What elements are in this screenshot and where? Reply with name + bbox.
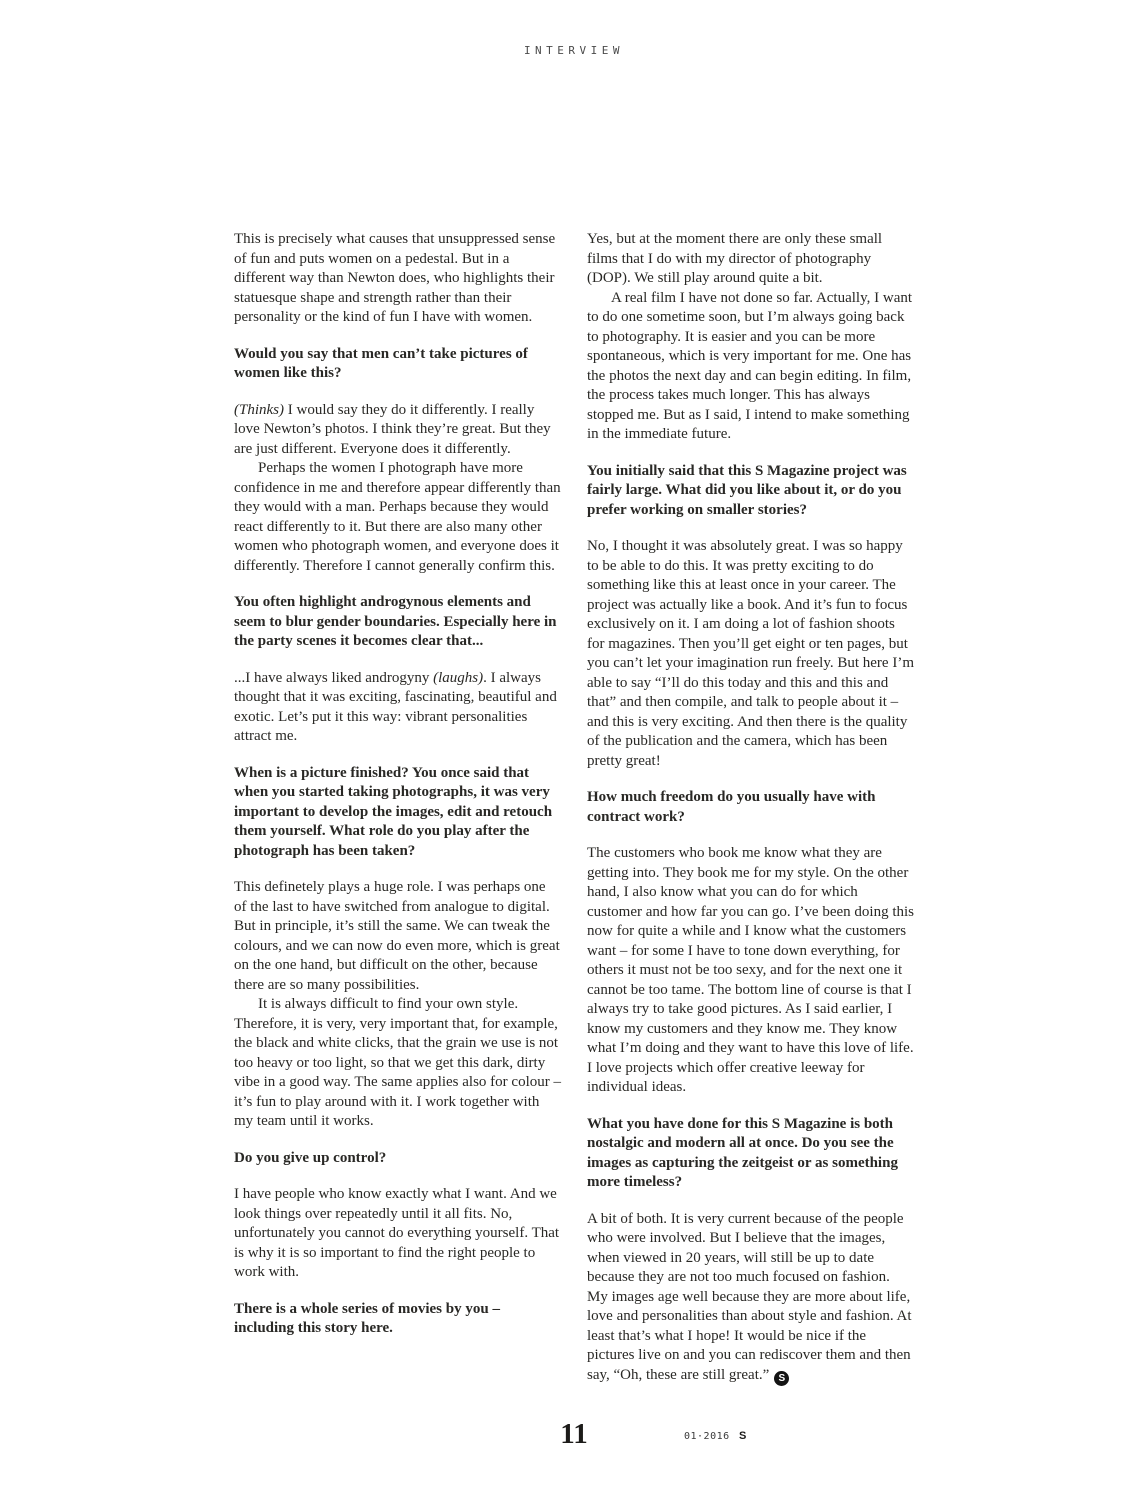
interview-answer — [234, 995, 561, 1132]
interview-question — [234, 764, 561, 862]
paragraph-text: . I always thought that it was exciting, fascinating, beautiful and exotic. Let’s put it this way: vibrant personalities attract me. — [234, 669, 557, 744]
paragraph-text: Do you give up control? — [234, 1149, 387, 1166]
magazine-logo: S — [739, 1430, 747, 1442]
paragraph-text: This definetely plays a huge role. I was perhaps one of the last to have switched from analogue to digital. But in principle, it’s still the same. We can tweak the colours, and we can now do even more, which is great on the one hand, but difficult on the other, because there are so many possibilities. — [234, 879, 560, 993]
interview-answer — [234, 230, 561, 328]
paragraph-text: The customers who book me know what they are getting into. They book me for my style. On the other hand, I also know what you can do for which customer and how far you can go. I’ve been doing this now for quite a while and I know what the customers want – for some I have to tone down everything, for others it must not be too sexy, and for the next one it cannot be too tame. The bottom line of course is that I always try to take good pictures. As I said earlier, I know my customers and they know me. They know what I’m doing and they want to have this love of life. I love projects which offer creative leeway for individual ideas. — [587, 845, 914, 1095]
paragraph-text: No, I thought it was absolutely great. I was so happy to be able to do this. It was pretty exciting to do something like this at least once in your career. The project was actually like a book. And it’s fun to focus exclusively on it. I am doing a lot of fashion shoots for magazines. Then you’ll get eight or ten pages, but you can’t let your imagination run freely. But here I’m able to say “I’ll do this today and this and this and that” and then compile, and talk to people about it – and this is very exciting. And then there is the quality of the publication and the camera, which has been pretty great! — [587, 538, 914, 769]
paragraph-text: I would say they do it differently. I really love Newton’s photos. I think they’re great. But they are just different. Everyone does it differently. — [234, 401, 551, 457]
paragraph-text: I have people who know exactly what I want. And we look things over repeatedly until it all fits. No, unfortunately you cannot do everything yourself. That is why it is so important to find the right people to work with. — [234, 1186, 560, 1280]
interview-question — [234, 345, 561, 384]
paragraph-text: A real film I have not done so far. Actually, I want to do one sometime soon, but I’m always going back to photography. It is easier and you can be more spontaneous, which is very important for me. One has the photos the next day and can begin editing. In film, the process takes much longer. This has always stopped me. But as I said, I intend to make something in the immediate future. — [587, 289, 913, 442]
interview-answer — [587, 844, 914, 1098]
paragraph-text: You initially said that this S Magazine project was fairly large. What did you like about it, or do you prefer working on smaller stories? — [587, 462, 907, 518]
interview-question — [234, 593, 561, 652]
paragraph-text: Yes, but at the moment there are only these small films that I do with my director of photography (DOP). We still play around quite a bit. — [587, 231, 883, 286]
paragraph-text: ...I have always liked androgyny — [234, 669, 434, 686]
interview-answer — [587, 1210, 914, 1386]
section-label: INTERVIEW — [523, 44, 625, 57]
paragraph-text: Perhaps the women I photograph have more confidence in me and therefore appear differently than they would with a man. Perhaps because they would react differently to it. But there are also many other women who photograph women, and everyone does it differently. Therefore I cannot generally confirm this. — [234, 460, 561, 574]
paragraph-text: What you have done for this S Magazine is both nostalgic and modern all at once. Do you see the images as capturing the zeitgeist or as something more timeless? — [587, 1115, 898, 1190]
paragraph-text: It is always difficult to find your own style. Therefore, it is very, very important that, for example, the black and white clicks, that the grain we use is not too heavy or too light, so that we get this dark, dirty vibe in a good way. The same applies also for colour – it’s fun to play around with it. I work together with my team until it works. — [234, 996, 561, 1129]
article-column-right — [587, 230, 914, 1386]
interview-answer — [234, 401, 561, 460]
paragraph-text: Would you say that men can’t take pictures of women like this? — [234, 345, 528, 381]
stage-direction: (Thinks) — [234, 401, 284, 418]
interview-answer — [234, 1185, 561, 1283]
page-number: 11 — [560, 1418, 588, 1450]
article-body — [234, 230, 914, 1386]
issue-date: 01·2016 — [684, 1431, 730, 1442]
paragraph-text: A bit of both. It is very current because of the people who were involved. But I believe that the images, when viewed in 20 years, will still be up to date because they are not too much focused on fashion. My images age well because they are more about life, love and personalities than about style and fashion. At least that’s what I hope! It would be nice if the pictures live on and you can rediscover them and then say, “Oh, these are still great.” — [587, 1210, 912, 1383]
interview-answer — [587, 537, 914, 771]
s-magazine-end-mark-icon: S — [774, 1371, 789, 1386]
interview-question — [234, 1300, 561, 1339]
interview-question — [587, 462, 914, 521]
article-column-left — [234, 230, 561, 1386]
interview-answer — [234, 878, 561, 995]
interview-answer — [587, 289, 914, 445]
interview-question — [587, 788, 914, 827]
paragraph-text: There is a whole series of movies by you – including this story here. — [234, 1300, 500, 1336]
interview-answer — [234, 669, 561, 747]
interview-answer — [587, 230, 914, 289]
interview-question — [587, 1115, 914, 1193]
paragraph-text: How much freedom do you usually have with contract work? — [587, 789, 876, 825]
paragraph-text: You often highlight androgynous elements and seem to blur gender boundaries. Especially here in the party scenes it becomes clear that... — [234, 594, 557, 649]
paragraph-text: When is a picture finished? You once said that when you started taking photographs, it was very important to develop the images, edit and retouch them yourself. What role do you play after the photograph has been taken? — [234, 764, 553, 859]
paragraph-text: This is precisely what causes that unsuppressed sense of fun and puts women on a pedestal. But in a different way than Newton does, who highlights their statuesque shape and strength rather than their personality or the kind of fun I have with women. — [234, 231, 556, 325]
interview-answer — [234, 459, 561, 576]
stage-direction: (laughs) — [433, 669, 484, 686]
interview-question — [234, 1149, 561, 1169]
